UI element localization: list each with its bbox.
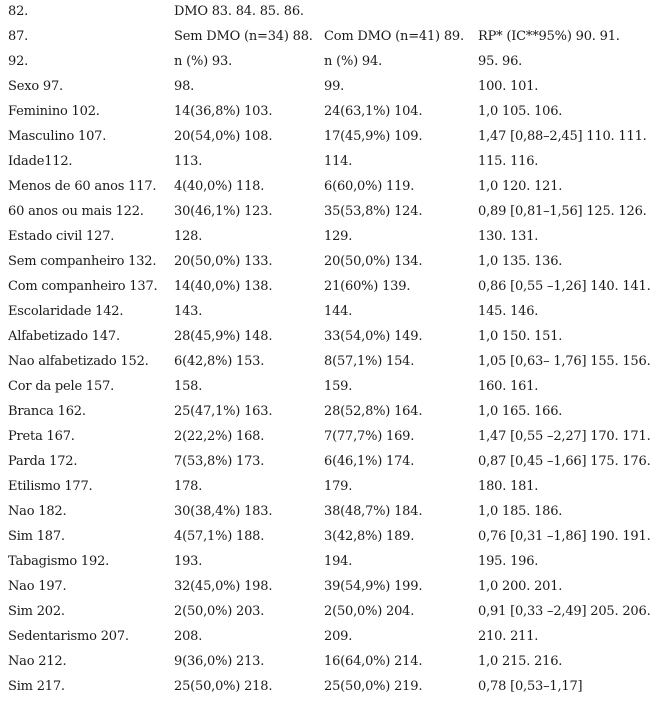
sem-dmo-cell: 143. [174,304,203,319]
table-row [0,354,672,379]
sem-dmo-cell: 32(45,0%) 198. [174,579,273,594]
table-row [0,404,672,429]
com-dmo-cell: 2(50,0%) 204. [324,604,415,619]
sem-dmo-cell: 6(42,8%) 153. [174,354,265,369]
rp-ic-cell: 1,0 150. 151. [478,329,563,344]
com-dmo-cell: 114. [324,154,353,169]
row-label-cell: Escolaridade 142. [8,304,124,319]
rp-ic-cell: 160. 161. [478,379,539,394]
row-label-cell: Nao 212. [8,654,67,669]
rp-ic-cell: 1,47 [0,55 –2,27] 170. 171. [478,429,651,444]
row-label-cell: Idade112. [8,154,73,169]
row-label-cell: Sexo 97. [8,79,63,94]
sem-dmo-cell: 14(36,8%) 103. [174,104,273,119]
com-dmo-cell: n (%) 94. [324,54,383,69]
sem-dmo-cell: 2(22,2%) 168. [174,429,265,444]
row-label-cell: Parda 172. [8,454,78,469]
sem-dmo-cell: Sem DMO (n=34) 88. [174,29,313,44]
table-row [0,54,672,79]
rp-ic-cell: 1,47 [0,88–2,45] 110. 111. [478,129,647,144]
sem-dmo-cell: 128. [174,229,203,244]
sem-dmo-cell: 193. [174,554,203,569]
row-label-cell: Menos de 60 anos 117. [8,179,157,194]
row-label-cell: Sedentarismo 207. [8,629,129,644]
com-dmo-cell: 129. [324,229,353,244]
table-row [0,479,672,504]
sem-dmo-cell: 4(57,1%) 188. [174,529,265,544]
sem-dmo-cell: 28(45,9%) 148. [174,329,273,344]
sem-dmo-cell: 25(50,0%) 218. [174,679,273,694]
rp-ic-cell: 115. 116. [478,154,539,169]
com-dmo-cell: 144. [324,304,353,319]
table-row [0,604,672,629]
table-row [0,529,672,554]
table-row [0,579,672,604]
table-row [0,654,672,679]
row-label-cell: 60 anos ou mais 122. [8,204,144,219]
rp-ic-cell: 210. 211. [478,629,539,644]
row-label-cell: Com companheiro 137. [8,279,158,294]
com-dmo-cell: 7(77,7%) 169. [324,429,415,444]
table-row [0,229,672,254]
table-row [0,204,672,229]
row-label-cell: Masculino 107. [8,129,107,144]
com-dmo-cell: 25(50,0%) 219. [324,679,423,694]
com-dmo-cell: Com DMO (n=41) 89. [324,29,464,44]
rp-ic-cell: 0,76 [0,31 –1,86] 190. 191. [478,529,651,544]
sem-dmo-cell: 7(53,8%) 173. [174,454,265,469]
table-row [0,254,672,279]
com-dmo-cell: 6(46,1%) 174. [324,454,415,469]
row-label-cell: Feminino 102. [8,104,100,119]
row-label-cell: Sim 217. [8,679,65,694]
com-dmo-cell: 38(48,7%) 184. [324,504,423,519]
row-label-cell: Alfabetizado 147. [8,329,120,344]
com-dmo-cell: 194. [324,554,353,569]
com-dmo-cell: 28(52,8%) 164. [324,404,423,419]
table-row [0,554,672,579]
table-row [0,304,672,329]
table-row [0,154,672,179]
sem-dmo-cell: 113. [174,154,203,169]
rp-ic-cell: 95. 96. [478,54,523,69]
row-label-cell: Sem companheiro 132. [8,254,157,269]
sem-dmo-cell: 2(50,0%) 203. [174,604,265,619]
sem-dmo-cell: 98. [174,79,195,94]
rp-ic-cell: 180. 181. [478,479,539,494]
sem-dmo-cell: 30(38,4%) 183. [174,504,273,519]
rp-ic-cell: 0,87 [0,45 –1,66] 175. 176. [478,454,651,469]
sem-dmo-cell: 30(46,1%) 123. [174,204,273,219]
com-dmo-cell: 179. [324,479,353,494]
rp-ic-cell: 100. 101. [478,79,539,94]
rp-ic-cell: 145. 146. [478,304,539,319]
com-dmo-cell: 3(42,8%) 189. [324,529,415,544]
table-row [0,329,672,354]
rp-ic-cell: 1,0 215. 216. [478,654,563,669]
rp-ic-cell: 0,86 [0,55 –1,26] 140. 141. [478,279,651,294]
com-dmo-cell: 33(54,0%) 149. [324,329,423,344]
data-table [0,4,672,704]
rp-ic-cell [470,4,672,29]
row-label-cell: Etilismo 177. [8,479,93,494]
rp-ic-cell: 195. 196. [478,554,539,569]
com-dmo-cell: 24(63,1%) 104. [324,104,423,119]
sem-dmo-cell: 208. [174,629,203,644]
sem-dmo-cell: 158. [174,379,203,394]
com-dmo-cell: 35(53,8%) 124. [324,204,423,219]
com-dmo-cell: 209. [324,629,353,644]
row-label-cell: 82. [8,4,29,19]
row-label-cell: Estado civil 127. [8,229,115,244]
table-row [0,29,672,54]
row-label-cell: Cor da pele 157. [8,379,115,394]
row-label-cell: Branca 162. [8,404,86,419]
rp-ic-cell: 1,0 165. 166. [478,404,563,419]
com-dmo-cell: 20(50,0%) 134. [324,254,423,269]
table-row [0,679,672,704]
row-label-cell: Sim 202. [8,604,65,619]
com-dmo-cell: 159. [324,379,353,394]
rp-ic-cell: 1,0 200. 201. [478,579,563,594]
rp-ic-cell: 1,0 120. 121. [478,179,563,194]
rp-ic-cell: 1,0 185. 186. [478,504,563,519]
table-row [0,179,672,204]
rp-ic-cell: 0,89 [0,81–1,56] 125. 126. [478,204,647,219]
com-dmo-cell: 8(57,1%) 154. [324,354,415,369]
com-dmo-cell: 21(60%) 139. [324,279,411,294]
sem-dmo-cell: DMO 83. 84. 85. 86. [174,4,304,19]
com-dmo-cell: 16(64,0%) 214. [324,654,423,669]
com-dmo-cell: 6(60,0%) 119. [324,179,415,194]
row-label-cell: Nao alfabetizado 152. [8,354,149,369]
table-row [0,504,672,529]
row-label-cell: 87. [8,29,29,44]
com-dmo-cell [316,4,470,29]
row-label-cell: Nao 182. [8,504,67,519]
row-label-cell: 92. [8,54,29,69]
sem-dmo-cell: 178. [174,479,203,494]
row-label-cell: Tabagismo 192. [8,554,110,569]
rp-ic-cell: 1,0 135. 136. [478,254,563,269]
rp-ic-cell: RP* (IC**95%) 90. 91. [478,29,620,44]
table-row [0,279,672,304]
sem-dmo-cell: 14(40,0%) 138. [174,279,273,294]
table-row [0,629,672,654]
sem-dmo-cell: 20(54,0%) 108. [174,129,273,144]
table-body [0,4,672,704]
rp-ic-cell: 1,05 [0,63– 1,76] 155. 156. [478,354,651,369]
com-dmo-cell: 17(45,9%) 109. [324,129,423,144]
row-label-cell: Nao 197. [8,579,67,594]
sem-dmo-cell: 9(36,0%) 213. [174,654,265,669]
sem-dmo-cell: n (%) 93. [174,54,233,69]
sem-dmo-cell: 4(40,0%) 118. [174,179,265,194]
rp-ic-cell: 130. 131. [478,229,539,244]
rp-ic-cell: 0,91 [0,33 –2,49] 205. 206. [478,604,651,619]
table-row [0,4,672,29]
sem-dmo-cell: 25(47,1%) 163. [174,404,273,419]
table-row [0,454,672,479]
com-dmo-cell: 39(54,9%) 199. [324,579,423,594]
table-row [0,129,672,154]
sem-dmo-cell: 20(50,0%) 133. [174,254,273,269]
row-label-cell: Preta 167. [8,429,75,444]
table-row [0,429,672,454]
com-dmo-cell: 99. [324,79,345,94]
rp-ic-cell: 0,78 [0,53–1,17] [478,679,583,694]
table-row [0,104,672,129]
table-row [0,79,672,104]
table-row [0,379,672,404]
row-label-cell: Sim 187. [8,529,65,544]
rp-ic-cell: 1,0 105. 106. [478,104,563,119]
